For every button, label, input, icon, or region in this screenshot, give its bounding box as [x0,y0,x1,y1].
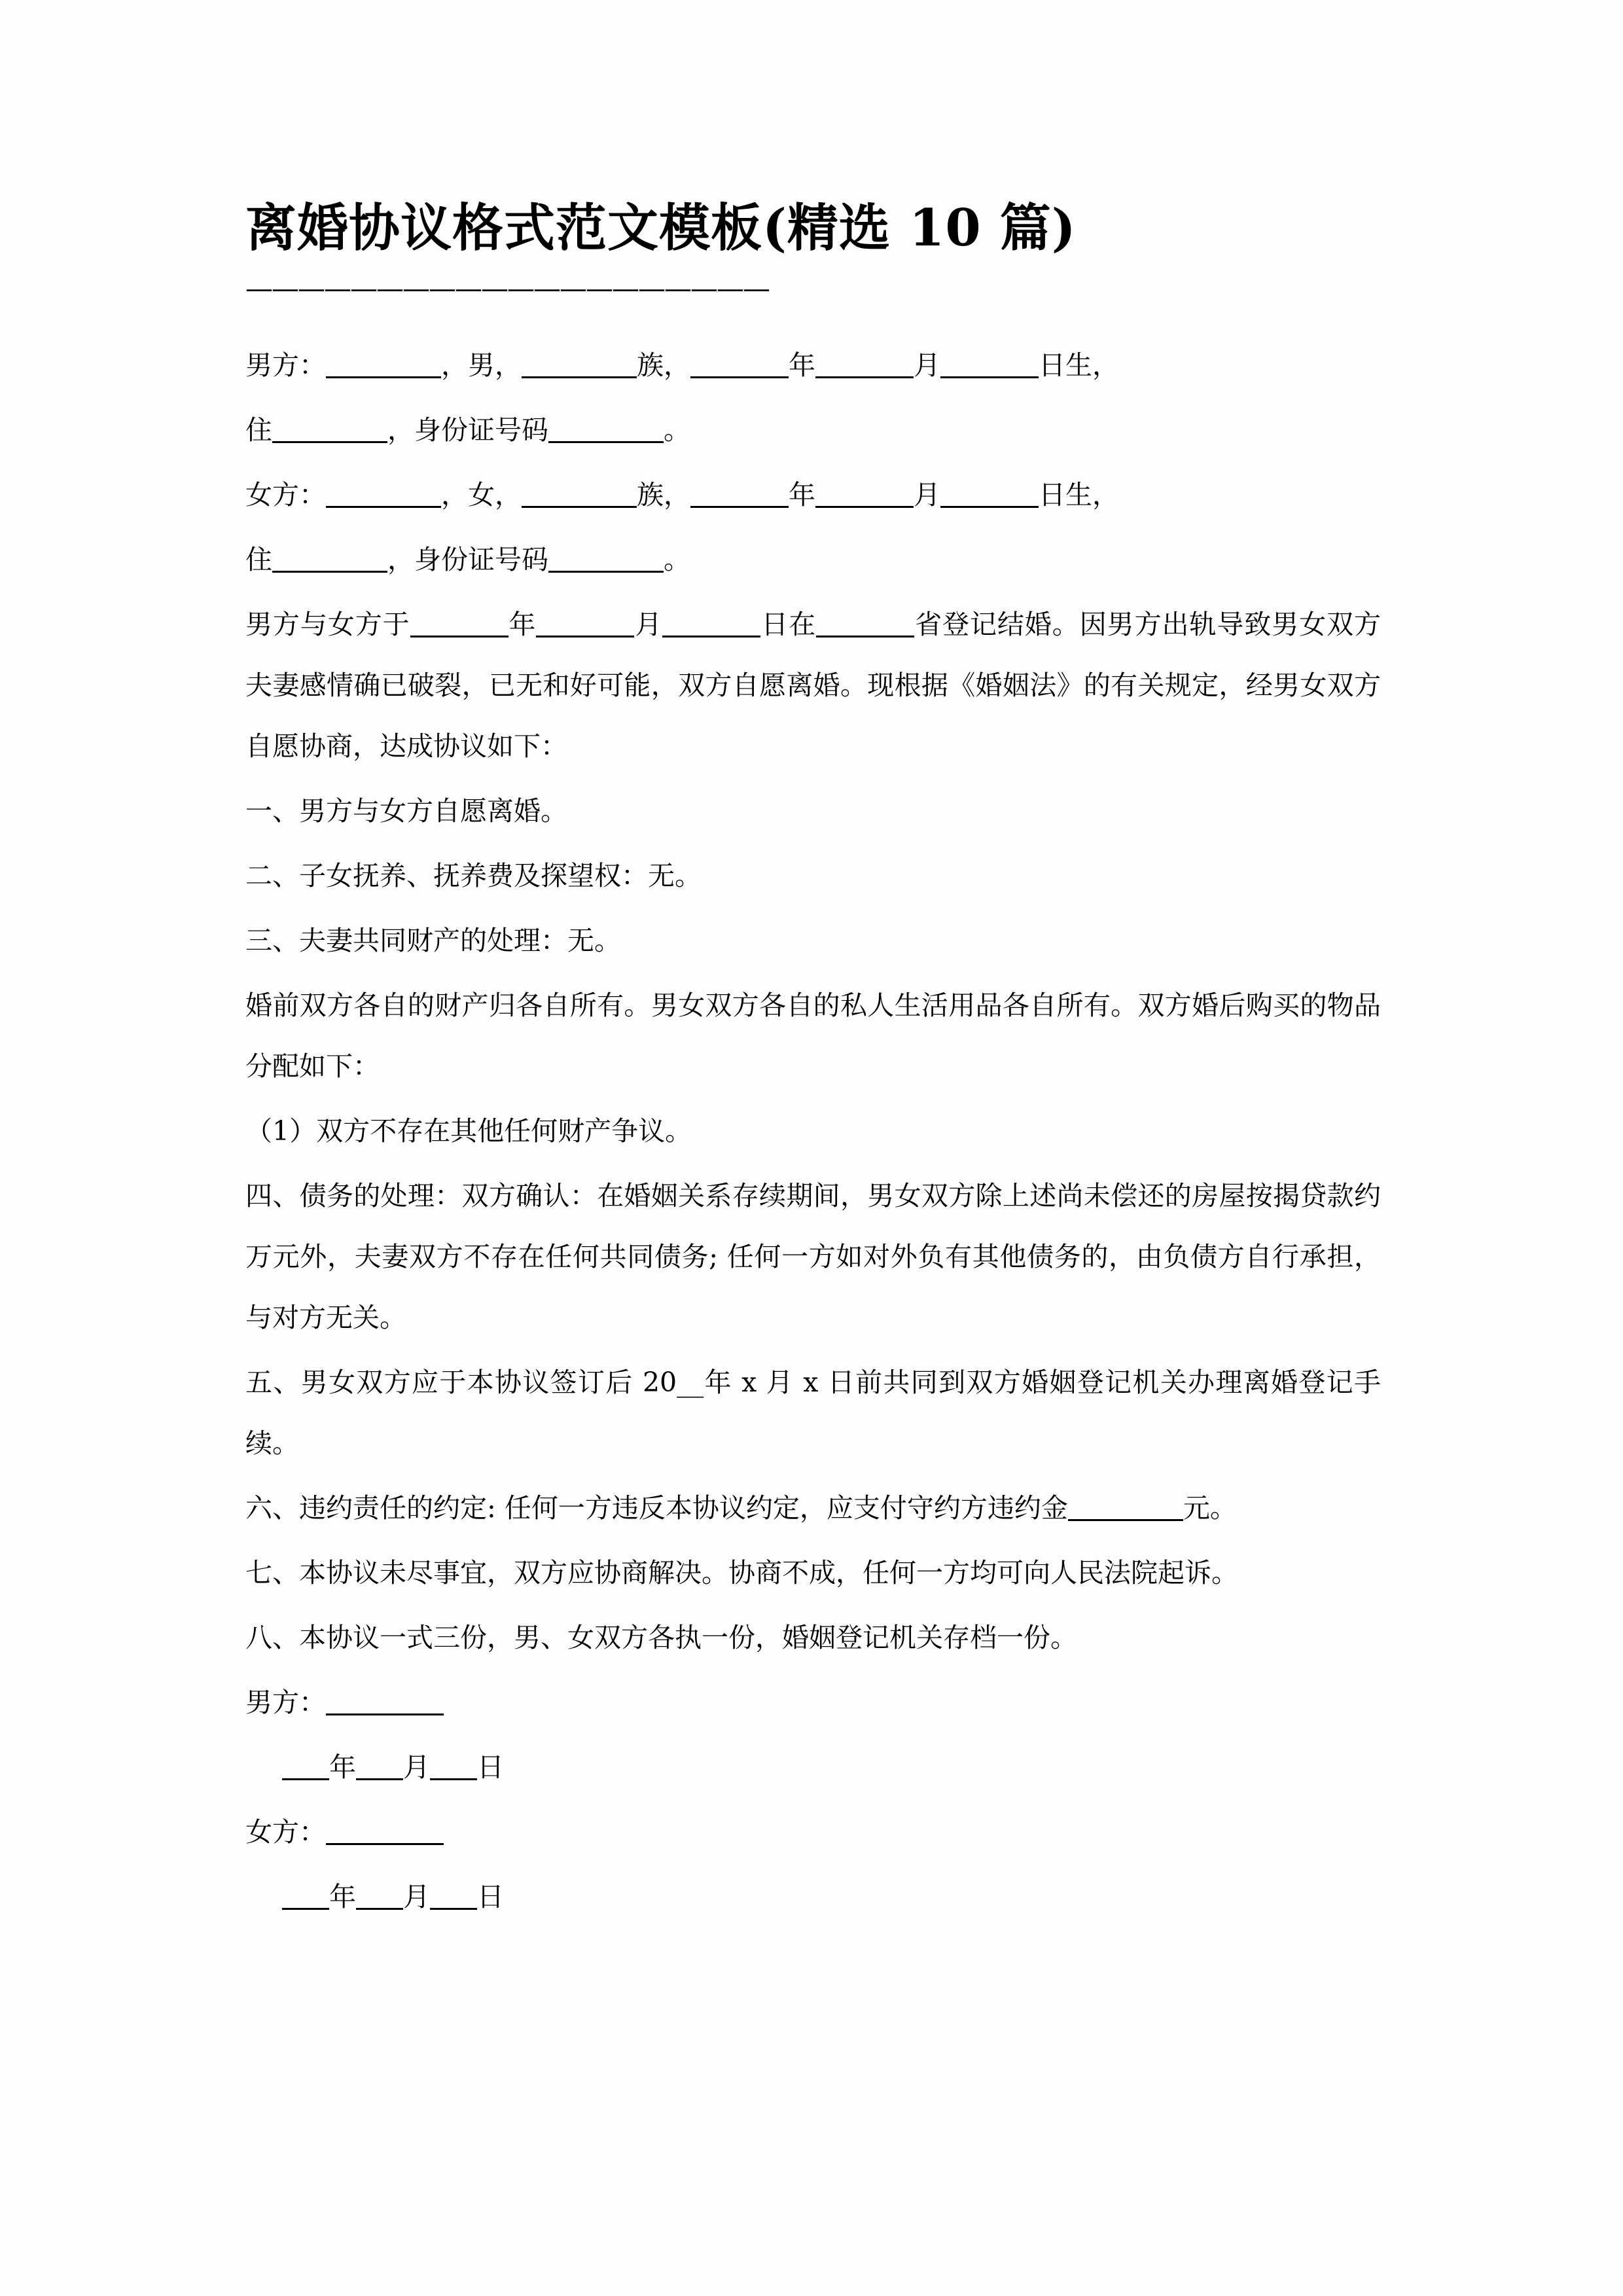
male-signature-date-line [245,1737,1381,1798]
female-ethnicity-blank[interactable] [522,480,637,508]
female-party-line-2 [245,529,1381,590]
male-birth-day-blank[interactable] [940,350,1039,378]
male-sign-year-blank[interactable] [282,1752,329,1780]
male-month-label: 月 [914,349,940,381]
male-gender-text: ，男， [441,349,522,381]
female-birth-day-blank[interactable] [940,480,1039,508]
male-signature-group [245,1672,1381,1798]
female-name-blank[interactable] [326,480,441,508]
marriage-year-blank[interactable] [410,609,508,637]
female-signature-blank[interactable] [326,1817,444,1845]
female-party-label: 女方： [245,478,326,511]
preamble-body: 省登记结婚。因男方出轨导致男女双方夫妻感情确已破裂，已无和好可能，双方自愿离婚。现根据《婚姻法》的有关规定，经男女双方自愿协商，达成协议如下： [245,608,1382,762]
male-party-line-2 [245,400,1381,461]
male-signature-label: 男方： [245,1686,326,1718]
marriage-year-label: 年 [508,608,537,640]
female-day-label: 日生， [1039,478,1119,511]
female-line2-period: 。 [664,543,690,575]
preamble-intro: 男方与女方于 [245,608,410,640]
male-address-blank[interactable] [272,415,387,443]
male-day-label: 日生， [1039,349,1119,381]
female-sign-month-label: 月 [403,1880,430,1912]
clause-three-item-1: （1）双方不存在其他任何财产争议。 [245,1115,692,1147]
male-party-label: 男方： [245,349,326,381]
female-signature-group [245,1802,1381,1928]
male-birth-year-blank[interactable] [690,350,789,378]
female-signature-label: 女方： [245,1816,326,1848]
clause-eight: 八、本协议一式三份，男、女双方各执一份，婚姻登记机关存档一份。 [245,1621,1077,1653]
female-birth-month-blank[interactable] [815,480,914,508]
clause-six-unit: 元。 [1183,1492,1237,1524]
female-address-blank[interactable] [272,545,387,573]
female-sign-year-label: 年 [329,1880,356,1912]
clause-two: 二、子女抚养、抚养费及探望权：无。 [245,859,702,891]
marriage-day-blank[interactable] [662,609,760,637]
male-address-label: 住 [245,414,272,446]
clause-one: 一、男方与女方自愿离婚。 [245,795,567,827]
male-party-line-1 [245,335,1381,396]
female-signature-line [245,1802,1381,1863]
male-ethnicity-blank[interactable] [522,350,637,378]
male-sign-day-blank[interactable] [430,1752,477,1780]
clause-six [245,1478,1381,1539]
clause-three: 三、夫妻共同财产的处理：无。 [245,924,621,956]
female-month-label: 月 [914,478,940,511]
male-year-label: 年 [789,349,815,381]
male-line2-period: 。 [664,414,690,446]
title-separator-rule: ———————————————————— [245,274,769,304]
clause-four: 四、债务的处理：双方确认：在婚姻关系存续期间，男女双方除上述尚未偿还的房屋按揭贷款约万元外，夫妻双方不存在任何共同债务; 任何一方如对外负有其他债务的，由负债方自行承担，与对方无关。 [245,1179,1381,1333]
male-signature-line [245,1672,1381,1733]
document-body [245,335,1381,1928]
marriage-day-label: 日在 [760,608,817,640]
marriage-province-blank[interactable] [816,609,914,637]
page-title: 离婚协议格式范文模板(精选 10 篇) [245,198,1077,258]
male-sign-day-label: 日 [477,1751,504,1783]
female-gender-text: ，女， [441,478,522,511]
male-id-label: ，身份证号码 [387,414,548,446]
female-year-label: 年 [789,478,815,511]
female-address-label: 住 [245,543,272,575]
female-ethnicity-label: 族， [637,478,690,511]
male-sign-month-blank[interactable] [356,1752,403,1780]
female-sign-day-blank[interactable] [430,1882,477,1910]
female-sign-year-blank[interactable] [282,1882,329,1910]
female-sign-month-blank[interactable] [356,1882,403,1910]
male-name-blank[interactable] [326,350,441,378]
male-birth-month-blank[interactable] [815,350,914,378]
clause-three-detail: 婚前双方各自的财产归各自所有。男女双方各自的私人生活用品各自所有。双方婚后购买的物品分配如下： [245,989,1381,1082]
marriage-month-label: 月 [634,608,663,640]
male-id-blank[interactable] [548,415,664,443]
female-sign-day-label: 日 [477,1880,504,1912]
penalty-amount-blank[interactable] [1068,1493,1183,1521]
marriage-month-blank[interactable] [536,609,634,637]
clause-seven: 七、本协议未尽事宜，双方应协商解决。协商不成，任何一方均可向人民法院起诉。 [245,1556,1238,1588]
clause-five: 五、男女双方应于本协议签订后 20__年 x 月 x 日前共同到双方婚姻登记机关办理离婚登记手续。 [245,1366,1381,1459]
female-signature-date-line [245,1867,1381,1928]
clause-six-text: 六、违约责任的约定: 任何一方违反本协议约定，应支付守约方违约金 [245,1492,1068,1524]
male-signature-blank[interactable] [326,1687,444,1715]
male-ethnicity-label: 族， [637,349,690,381]
female-birth-year-blank[interactable] [690,480,789,508]
preamble-paragraph [245,594,1381,777]
female-party-line-1 [245,465,1381,526]
female-id-label: ，身份证号码 [387,543,548,575]
female-id-blank[interactable] [548,545,664,573]
male-sign-year-label: 年 [329,1751,356,1783]
male-sign-month-label: 月 [403,1751,430,1783]
